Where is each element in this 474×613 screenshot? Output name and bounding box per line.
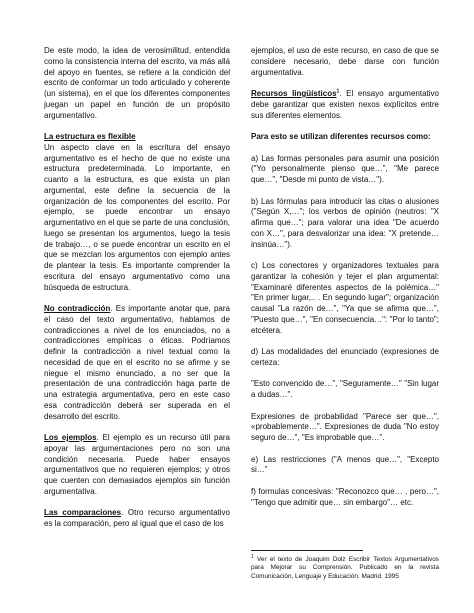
paragraph-verosimilitud: De este modo, la idea de verosimilitud, entendida como la consistencia interna del escrito, va más allá del apoyo en fuentes, se refiere a la condición del escrito de conformar un todo articulado y coherente (un sistema), en el que los diferentes componentes juegan un papel en función de un propósito argumentativo. [44,46,230,120]
paragraph-recursos-linguisticos [251,89,439,121]
list-item-e: e) Las restricciones ("A menos que…", "Excepto si…" [251,454,439,475]
right-column [251,46,439,508]
list-item-c: c) Los conectores y organizadores textuales para garantizar la cohesión y tejer el plan argumental: "Examinaré diferentes aspectos de la polémica…" "En primer lugar,.. . En segundo lugar"; organización causal "La razón de…", "Ya que se afirma que…", "Puesto que…", "En consecuencia…": "Por lo tanto"; etcétera. [251,261,439,335]
paragraph-ejemplos-continued: ejemplos, el uso de este recurso, en caso de que se considere necesario, debe darse con función argumentativa. [251,46,439,77]
text-no-contradiccion: . Es importante anotar que, para el caso del texto argumentativo, hablamos de contradicciones a nivel de los enunciados, no a contradicciones empíricas o éticas. Podríamos definir la contradicción a nivel textual como la necesidad de que en el escrito no se afirme y se niegue el mismo enunciado, a no ser que la presentación de una contradicción haga parte de una estrategia argumentativa, pero en este caso esa contradicción deberá ser superada en el desarrollo del escrito. [44,304,230,421]
list-item-b: b) Las fórmulas para introducir las citas o alusiones ("Según X,…"; los verbos de opinión (neutros: "X afirma que…"; para valorar una idea "De acuerdo con X…", para desvalorizar una idea: "X pretende… insinúa…"). [251,196,439,249]
heading-no-contradiccion: No contradicción [44,304,111,313]
heading-estructura-flexible: La estructura es flexible [44,132,136,141]
list-item-d: d) Las modalidades del enunciado (expresiones de certeza: [251,347,439,367]
paragraph-estructura: Un aspecto clave en la escritura del ensayo argumentativo es el hecho de que no existe una estructura predeterminada. Lo importante, en cuanto a la estructura, es que exista un plan argumental, este define la secuencia de la organización de los componentes del escrito. Por ejemplo, se puede encontrar un ensayo argumentativo en el que se parte de una conclusión, luego se presentan los argumentos, luego la tesis de trabajo…, o se puede encontrar un escrito en el que se mezclan los argumentos con ejemplo antes de plantear la tesis. Es importante comprender la escritura del ensayo argumentativo como una búsqueda de estructura. [44,142,230,292]
footnote-mark: 1 [251,553,254,560]
footnote-divider [251,550,363,551]
text-recursos-linguisticos: . El ensayo argumentativo debe garantizar que existen nexos explícitos entre sus diferentes elementos. [251,89,439,120]
text-comparaciones: . Otro recurso argumentativo es la comparación, pero al igual que el caso de los [44,508,230,528]
footnote [251,553,439,581]
heading-recursos-linguisticos: Recursos lingüísticos [251,89,337,98]
paragraph-ejemplos [44,433,230,498]
left-column [44,46,230,530]
heading-comparaciones: Las comparaciones [44,508,122,518]
paragraph-no-contradiccion [44,304,230,422]
list-item-f: f) formulas concesivas: "Reconozco que… , pero…", "Tengo que admitir que… sin embargo"… etc. [251,486,439,507]
list-item-d-certeza: "Esto convencido de…", "Seguramente…" "Sin lugar a dudas…". [251,379,439,399]
paragraph-comparaciones [44,508,230,530]
footnote-text: Ver el texto de Joaquim Dolz Escribir Textos Argumentativos para Mejorar su Comprensión. Publicado en la revista Comunicación, Lenguaje y Educación. Madrid. 1995 [251,556,439,580]
heading-ejemplos: Los ejemplos [44,433,97,442]
footnote-reference[interactable]: 1 [336,88,340,95]
list-item-d-probabilidad: Expresiones de probabilidad "Parece ser que…", «probablemente…". Expresiones de duda "No estoy seguro de…", "Es improbable que…". [251,411,439,442]
list-item-a: a) Las formas personales para asumir una posición ("Yo personalmente pienso que…", "Me parece que…", "Desde mi punto de vista…"). [251,153,439,184]
text-ejemplos: . El ejemplo es un recurso útil para apoyar las argumentaciones pero no son una condición necesaria. Puede haber ensayos argumentativos que no requieren ejemplos; y otros que cuenten con demasiados ejemplos sin función argumentativa. [44,433,231,496]
heading-recursos-lista: Para esto se utilizan diferentes recursos como: [251,132,431,141]
